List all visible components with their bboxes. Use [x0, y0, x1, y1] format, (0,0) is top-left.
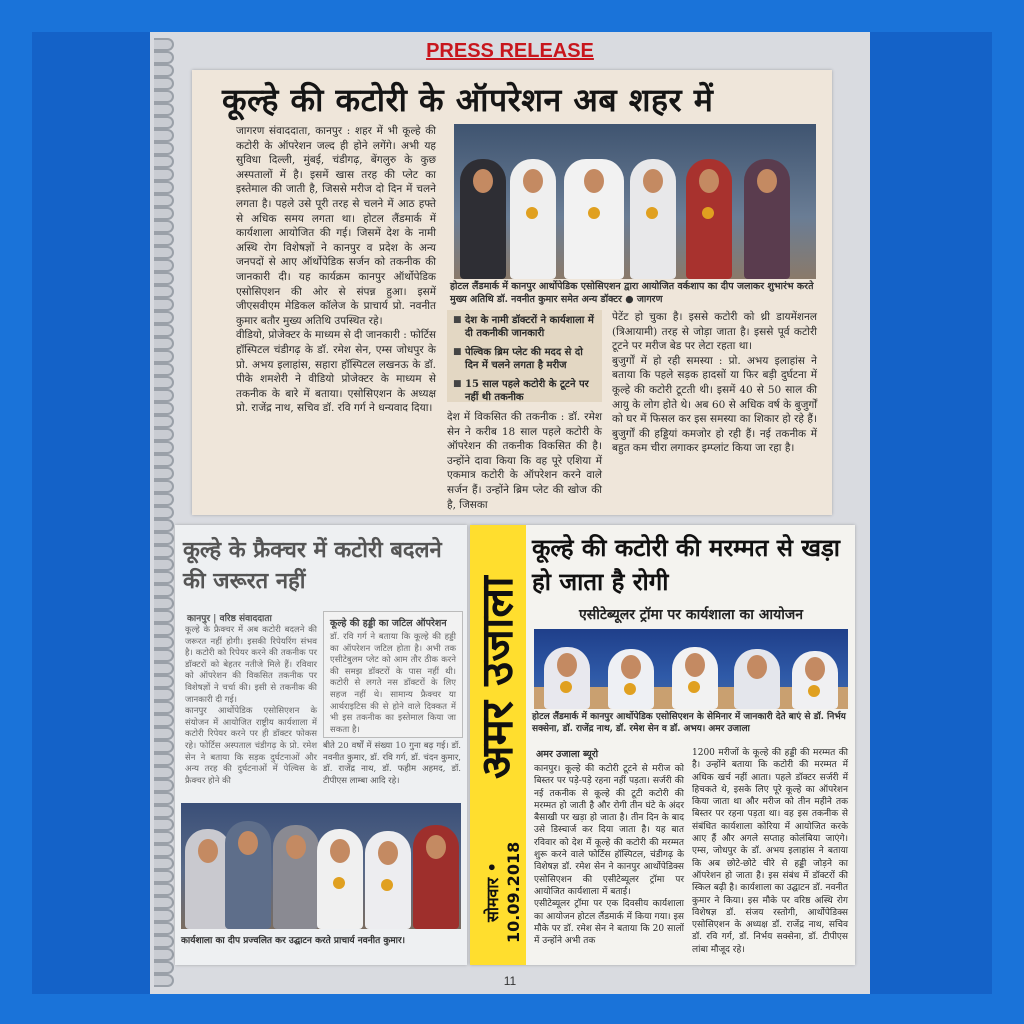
article-column-right: पेटेंट हो चुका है। इससे कटोरी को थ्री डायमेंशनल (त्रिआयामी) तरह से जोड़ा जाता है। इससे पूर्व कटोरी टूटने पर मरीज बेड पर लेटा रहता था। बुजुर्गों में हो रही समस्या : प्रो. अभय इलाहांस ने बताया कि पहले सड़क हादसों या फिर बड़ी दुर्घटना में कूल्हे की कटोरी टूटती थी। इसमें 40 से 50 साल की आयु के लोग होते थे। अब 60 से अधिक वर्ष के बुजुर्गों को घर में फिसल कर इस समस्या का शिकार हो रहे हैं। बुजुर्गों की हड्डियां कमजोर हो रही हैं। नई तकनीक में बहुत कम चीरा लगाकर इम्प्लांट किया जा रहा है।	[612, 311, 817, 455]
event-photo	[181, 803, 461, 929]
spiral-loop	[154, 961, 174, 974]
spiral-loop	[154, 740, 174, 753]
spiral-loop	[154, 714, 174, 727]
spiral-loop	[154, 584, 174, 597]
spiral-loop	[154, 233, 174, 246]
article-column-center: देश में विकसित की तकनीक : डॉ. रमेश सेन ने करीब 18 साल पहले कटोरी के ऑपरेशन की तकनीक विकसित की है। उन्होंने दावा किया कि वह पूरे एशिया में एकमात्र कटोरी के ऑपरेशन करने वाले सर्जन हैं। उन्होंने ब्रिम प्लेट की खोज की है, जिसका	[447, 411, 606, 511]
photo-caption: होटल लैंडमार्क में कानपुर आर्थोपेडिक एसोसिएशन के सेमिनार में जानकारी देते बाएं से डॉ. निर्भय सक्सेना, डॉ. राजेंद्र नाथ, डॉ. रमेश सेन व डॉ. अभय। अमर उजाला	[532, 712, 846, 734]
spiral-loop	[154, 701, 174, 714]
byline: कानपुर | वरिष्ठ संवाददाता	[187, 614, 272, 624]
spiral-loop	[154, 545, 174, 558]
spiral-loop	[154, 779, 174, 792]
clipping-headline: कूल्हे की कटोरी की मरम्मत से खड़ा हो जाता है रोगी	[532, 533, 841, 596]
inset-box	[323, 611, 463, 738]
publication-date: सोमवार • 10.09.2018	[483, 841, 523, 943]
spiral-loop	[154, 532, 174, 545]
spiral-loop	[154, 974, 174, 987]
highlight-item: ■ पेल्विक ब्रिम प्लेट की मदद से दो दिन में चलने लगता है मरीज	[465, 346, 596, 372]
spiral-loop	[154, 454, 174, 467]
spiral-loop	[154, 103, 174, 116]
spiral-loop	[154, 64, 174, 77]
article-column-right: बीते 20 वर्षों में संख्या 10 गुना बढ़ गई। डॉ. नवनीत कुमार, डॉ. रवि गर्ग, डॉ. चंदन कुमार, डॉ. राजेंद्र नाथ, डॉ. फहीम अहमद, डॉ. टीपीएस लाम्बा आदि रहे।	[323, 741, 464, 786]
spiral-loop	[154, 168, 174, 181]
spiral-loop	[154, 727, 174, 740]
spiral-loop	[154, 558, 174, 571]
spiral-loop	[154, 883, 174, 896]
highlight-item: ■ 15 साल पहले कटोरी के टूटने पर नहीं थी तकनीक	[465, 378, 596, 404]
spiral-loop	[154, 428, 174, 441]
spiral-loop	[154, 77, 174, 90]
article-column-left: कानपुर। कूल्हे की कटोरी टूटने से मरीज को बिस्तर पर पड़े-पड़े रहना नहीं पड़ता। सर्जरी की नई तकनीक से कूल्हे की टूटी कटोरी की मरम्मत हो जाती है और रोगी तीन घंटे के अंदर बैसाखी पर खड़ा हो जाता है। तीन दिन के बाद उसे डिस्चार्ज कर दिया जाता है। यह बात रविवार को देश में कूल्हे की कटोरी की मरम्मत शुरू करने वाले फोर्टिस हॉस्पिटल, चंडीगढ़ के विशेषज्ञ डॉ. रमेश सेन ने कानपुर आर्थोपेडिक्स एसोसिएशन की एसीटेब्यूलर ट्रॉमा पर आयोजित कार्यशाला में बताई। एसीटेब्यूलर ट्रॉमा पर एक दिवसीय कार्यशाला का आयोजन होटल लैंडमार्क में किया गया। इस मौके पर डॉ. रमेश सेन ने बताया कि 20 सालों में उन्होंने अभी तक	[534, 764, 684, 947]
spiral-loop	[154, 441, 174, 454]
spiral-loop	[154, 285, 174, 298]
spiral-loop	[154, 753, 174, 766]
spiral-loop	[154, 389, 174, 402]
spiral-loop	[154, 675, 174, 688]
article-column-left: जागरण संवाददाता, कानपुर : शहर में भी कूल्हे की कटोरी के ऑपरेशन जल्द ही होने लगेंगे। अभी यह सुविधा दिल्ली, मुंबई, चंडीगढ़, बेंगलुरु के कुछ अस्पतालों में है। इसमें खास तरह की प्लेट का इस्तेमाल की जाती है, जिससे मरीज दो दिन में चलने लगता है। पहले उसे पूरी तरह से चलने में आठ हफ्ते से अधिक समय लगता था। होटल लैंडमार्क में कार्यशाला आयोजित की गई। जिसमें देश के नामी अस्थि रोग विशेषज्ञों ने कानपुर व प्रदेश के अन्य जनपदों से आए ऑर्थोपेडिक सर्जन को तकनीक की जानकारी दी। यह कार्यक्रम कानपुर ऑर्थोपेडिक एसोसिएशन की ओर से संपन्न हुआ। इसमें जीएसवीएम मेडिकल कॉलेज के प्राचार्य प्रो. नवनीत कुमार बतौर मुख्य अतिथि उपस्थित रहे। वीडियो, प्रोजेक्टर के माध्यम से दी जानकारी : फोर्टिस हॉस्पिटल चंडीगढ़ के डॉ. रमेश सेन, एम्स जोधपुर के प्रो. अभय इलाहांस, सहारा हॉस्पिटल लखनऊ के डॉ. पीके शमशेरी ने वीडियो प्रोजेक्टर के माध्यम से तकनीक के बारे में बताया। एसोसिएशन के अध्यक्ष प्रो. राजेंद्र नाथ, सचिव डॉ. रवि गर्ग ने धन्यवाद दिया।	[236, 125, 436, 415]
highlight-item: ■ देश के नामी डॉक्टरों ने कार्यशाला में दी तकनीकी जानकारी	[465, 314, 596, 340]
page-number: 11	[503, 974, 517, 988]
spiral-loop	[154, 792, 174, 805]
spiral-loop	[154, 571, 174, 584]
press-release-title: PRESS RELEASE	[426, 40, 594, 62]
spiral-loop	[154, 597, 174, 610]
spiral-loop	[154, 818, 174, 831]
spiral-loop	[154, 870, 174, 883]
spiral-loop	[154, 636, 174, 649]
spiral-loop	[154, 337, 174, 350]
newspaper-clipping-amar-ujala	[470, 525, 855, 965]
spiral-loop	[154, 38, 174, 51]
spiral-loop	[154, 155, 174, 168]
newspaper-clipping-jagran	[192, 70, 832, 515]
spiral-loop	[154, 805, 174, 818]
spiral-loop	[154, 688, 174, 701]
article-column-left: कूल्हे के फ्रैक्चर में अब कटोरी बदलने की जरूरत नहीं होगी। इसकी रिपेयरिंग संभव है। कटोरी को रिपेयर करने की तकनीक पर डॉक्टरों को बेहतर नतीजे मिले हैं। रविवार को ऑपरेशन की विकसित तकनीक पर विशेषज्ञों ने चर्चा की। इसी से तकनीक की जानकारी दी गई। कानपुर आर्थोपेडिक एसोसिएशन के संयोजन में आयोजित राष्ट्रीय कार्यशाला में कटोरी रिपेयर करने पर ही डॉक्टर फोकस रहे। फोर्टिस अस्पताल चंडीगढ़ के प्रो. रमेश सेन ने बताया कि सड़क दुर्घटनाओं और अन्य तरह की दुर्घटनाओं में पेल्विस के फ्रैक्चर होने की	[185, 625, 317, 786]
spiral-loop	[154, 623, 174, 636]
spiral-loop	[154, 363, 174, 376]
spiral-loop	[154, 142, 174, 155]
spiral-loop	[154, 935, 174, 948]
spiral-loop	[154, 896, 174, 909]
spiral-loop	[154, 467, 174, 480]
spiral-loop	[154, 376, 174, 389]
spiral-loop	[154, 766, 174, 779]
spiral-loop	[154, 220, 174, 233]
photo-caption: कार्यशाला का दीप प्रज्वलित कर उद्घाटन करते प्राचार्य नवनीत कुमार।	[181, 936, 406, 946]
spiral-loop	[154, 402, 174, 415]
event-photo	[534, 629, 848, 709]
spiral-loop	[154, 493, 174, 506]
spiral-loop	[154, 415, 174, 428]
spiral-loop	[154, 844, 174, 857]
highlights-box	[447, 310, 602, 402]
event-photo	[454, 124, 816, 279]
inset-body: डॉ. रवि गर्ग ने बताया कि कूल्हे की हड्डी का ऑपरेशन जटिल होता है। अभी तक एसीटेबुलम प्लेट को आम तौर ठीक करने की समझ डॉक्टरों के पास नहीं थी। कटोरी से लगते नस डॉक्टरों के लिए सहज नहीं थे। सामान्य फ्रैक्चर या आर्थराइटिस की से होने वाले दिक्कत में भी इस तकनीक का इस्तेमाल किया जा सकता है।	[330, 632, 459, 735]
spiral-loop	[154, 350, 174, 363]
spiral-loop	[154, 90, 174, 103]
spiral-loop	[154, 129, 174, 142]
spiral-binding	[150, 32, 172, 994]
spiral-loop	[154, 194, 174, 207]
masthead-name: अमर उजाला	[472, 576, 523, 780]
clipping-headline: कूल्हे के फ्रैक्चर में कटोरी बदलने की जरूरत नहीं	[183, 537, 442, 594]
article-column-right: 1200 मरीजों के कूल्हे की हड्डी की मरम्मत की है। उन्होंने बताया कि कटोरी की मरम्मत में अधिक खर्च नहीं आता। पहले डॉक्टर सर्जरी में हिचकते थे, इसके लिए पूरे कूल्हे का ऑपरेशन किया जाता था और मरीज को तीन महीने तक बिस्तर पर रहना पड़ता था। वह इस तकनीक से संबंधित कार्यशाला कोरिया में आयोजित करके आए हैं और अगले सप्ताह कोलंबिया जाएंगे। एम्स, जोधपुर के डॉ. अभय इलाहांस ने बताया कि अब छोटे-छोटे चीरे से हड्डी जोड़ने का ऑपरेशन हो जाता है। इस संबंध में डॉक्टरों की स्किल बढ़ी है। कार्यशाला का उद्घाटन डॉ. नवनीत कुमार ने किया। इस मौके पर वरिष्ठ अस्थि रोग विशेषज्ञ डॉ. संजय रस्तोगी, आर्थोपेडिक्स एसोसिएशन के अध्यक्ष डॉ. राजेंद्र नाथ, सचिव डॉ. रवि गर्ग, डॉ. निर्भय सक्सेना, डॉ. टीपीएस लांबा मौजूद रहे।	[692, 748, 851, 955]
spiral-loop	[154, 948, 174, 961]
photo-caption: होटल लैंडमार्क में कानपुर आर्थोपेडिक एसोसिएशन द्वारा आयोजित वर्कशाप का दीप जलाकर शुभारंभ करते मुख्य अतिथि डॉ. नवनीत कुमार समेत अन्य डॉक्टर ● जागरण	[450, 281, 814, 305]
spiral-loop	[154, 857, 174, 870]
inset-title: कूल्हे की हड्डी का जटिल ऑपरेशन	[330, 618, 447, 629]
spiral-loop	[154, 116, 174, 129]
spiral-loop	[154, 324, 174, 337]
spiral-loop	[154, 506, 174, 519]
spiral-loop	[154, 831, 174, 844]
spiral-loop	[154, 259, 174, 272]
newspaper-clipping-hindustan	[175, 525, 467, 965]
spiral-loop	[154, 298, 174, 311]
spiral-loop	[154, 311, 174, 324]
spiral-loop	[154, 207, 174, 220]
clipping-subheadline: एसीटेब्यूलर ट्रॉमा पर कार्यशाला का आयोजन	[579, 607, 803, 623]
spiral-loop	[154, 51, 174, 64]
spiral-loop	[154, 909, 174, 922]
spiral-loop	[154, 272, 174, 285]
spiral-loop	[154, 610, 174, 623]
masthead-strip	[470, 525, 526, 965]
spiral-loop	[154, 519, 174, 532]
spiral-loop	[154, 662, 174, 675]
spiral-loop	[154, 649, 174, 662]
spiral-loop	[154, 246, 174, 259]
clipping-headline: कूल्हे की कटोरी के ऑपरेशन अब शहर में	[222, 81, 714, 119]
byline: अमर उजाला ब्यूरो	[536, 749, 599, 760]
spiral-loop	[154, 480, 174, 493]
spiral-loop	[154, 181, 174, 194]
spiral-loop	[154, 922, 174, 935]
